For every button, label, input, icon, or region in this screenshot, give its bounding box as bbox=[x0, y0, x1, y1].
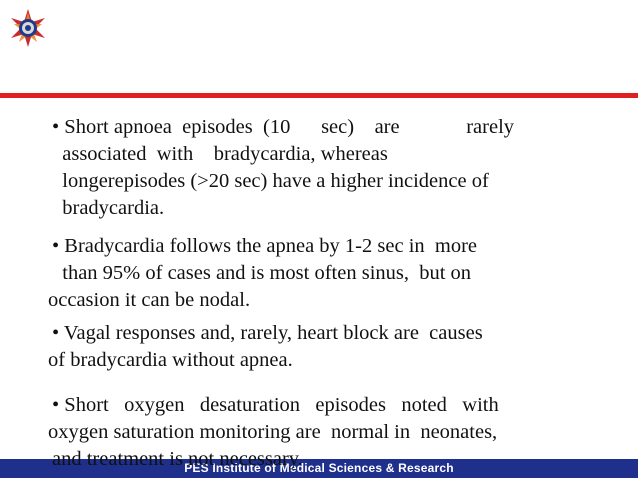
bullet-3-line-2: of bradycardia without apnea. bbox=[48, 349, 293, 371]
bullet-3-line-1: • Vagal responses and, rarely, heart block are causes bbox=[52, 322, 483, 344]
header-divider bbox=[0, 93, 638, 98]
bullet-4-line-3: and treatment is not necessary. bbox=[52, 448, 303, 470]
bullet-4-line-1: • Short oxygen desaturation episodes noted with bbox=[52, 394, 499, 416]
bullet-2 bbox=[48, 233, 587, 314]
bullet-2-line-2: than 95% of cases and is most often sinus, but on bbox=[52, 262, 472, 284]
bullet-2-line-1: • Bradycardia follows the apnea by 1-2 sec in more bbox=[52, 235, 478, 257]
footer-institute-name: PES Institute of Medical Sciences & Research bbox=[184, 461, 454, 475]
bullet-4-line-2: oxygen saturation monitoring are normal in neonates, bbox=[48, 421, 498, 443]
bullet-1-line-3: longerepisodes (>20 sec) have a higher incidence of bbox=[52, 170, 489, 192]
bullet-4 bbox=[48, 392, 587, 446]
bullet-3 bbox=[48, 320, 587, 374]
bullet-1 bbox=[52, 114, 587, 222]
institute-emblem-icon bbox=[8, 8, 48, 48]
bullet-1-line-1: • Short apnoea episodes (10 sec) are rarely bbox=[52, 116, 515, 138]
bullet-2-line-3: occasion it can be nodal. bbox=[48, 289, 251, 311]
bullet-1-line-4: bradycardia. bbox=[52, 197, 165, 219]
bullet-1-line-2: associated with bradycardia, whereas bbox=[52, 143, 388, 165]
